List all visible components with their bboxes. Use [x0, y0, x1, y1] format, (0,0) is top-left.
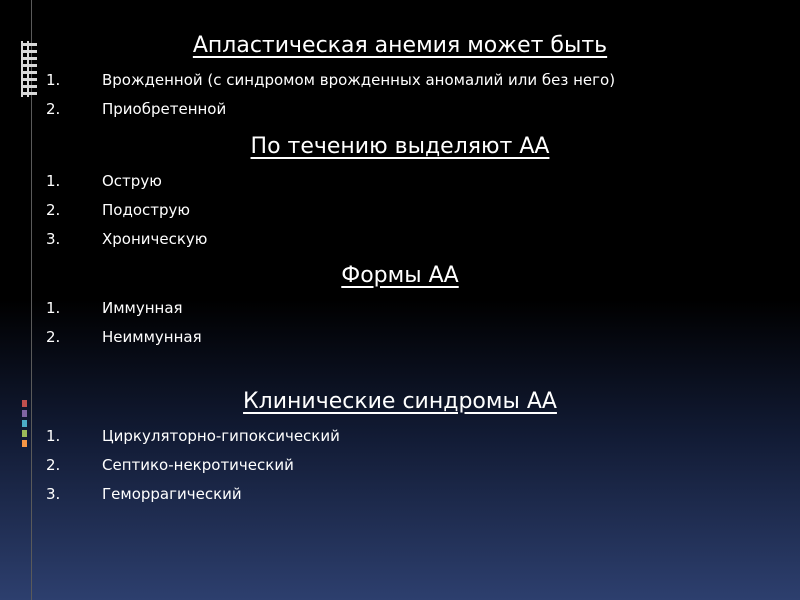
list-number: 2.	[46, 201, 61, 219]
list-number: 1.	[46, 172, 61, 190]
list-text: Иммунная	[102, 299, 183, 317]
list-item	[0, 485, 760, 509]
list-number: 1.	[46, 299, 61, 317]
list-item	[0, 201, 760, 225]
section-heading: По течению выделяют АА	[250, 134, 550, 159]
section-heading: Апластическая анемия может быть	[192, 33, 608, 58]
list-item	[0, 100, 760, 124]
list-item	[0, 328, 760, 352]
list-text: Септико-некротический	[102, 456, 294, 474]
list-item	[0, 456, 760, 480]
list-number: 3.	[46, 230, 61, 248]
list-number: 1.	[46, 71, 61, 89]
list-number: 2.	[46, 456, 61, 474]
list-item	[0, 172, 760, 196]
list-text: Циркуляторно-гипоксический	[102, 427, 340, 445]
section-heading: Формы АА	[341, 263, 459, 288]
list-text: Приобретенной	[102, 100, 227, 118]
list-item	[0, 230, 760, 254]
list-text: Врожденной (с синдромом врожденных аномалий или без него)	[102, 71, 616, 89]
list-number: 3.	[46, 485, 61, 503]
list-number: 1.	[46, 427, 61, 445]
list-text: Хроническую	[102, 230, 208, 248]
swatch	[22, 420, 27, 427]
list-text: Неиммунная	[102, 328, 202, 346]
list-number: 2.	[46, 100, 61, 118]
section-heading: Клинические синдромы АА	[243, 389, 557, 414]
list-text: Подострую	[102, 201, 191, 219]
list-item	[0, 427, 760, 451]
list-item	[0, 299, 760, 323]
list-text: Острую	[102, 172, 162, 190]
list-number: 2.	[46, 328, 61, 346]
list-item	[0, 71, 760, 95]
list-text: Геморрагический	[102, 485, 242, 503]
